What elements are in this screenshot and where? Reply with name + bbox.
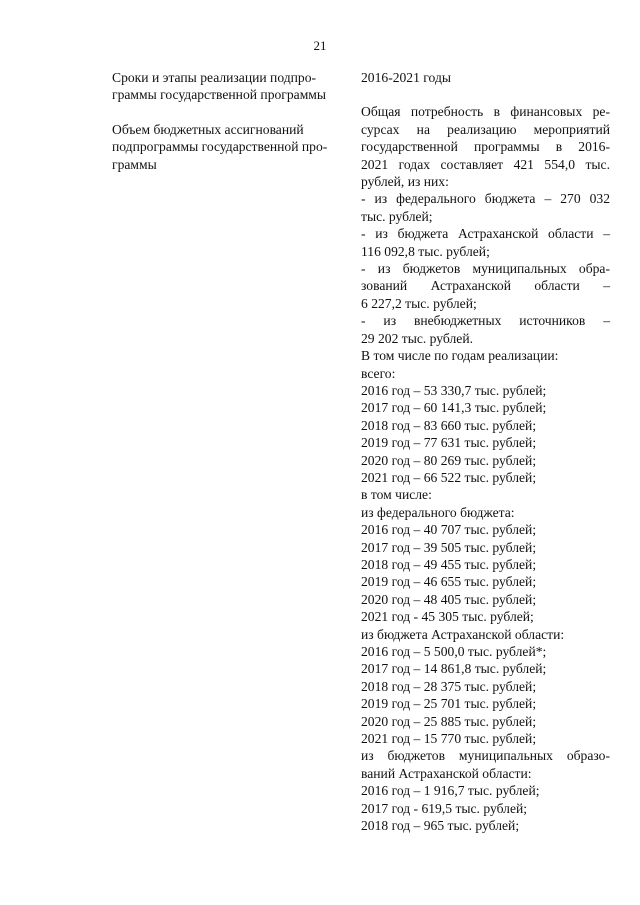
text-line: 2020 год – 80 269 тыс. рублей; (361, 452, 537, 468)
text-line: 2016 год – 1 916,7 тыс. рублей; (361, 783, 540, 799)
period-value: 2016-2021 годы (361, 70, 451, 85)
text-line: 2021 год - 45 305 тыс. рублей; (361, 609, 534, 625)
text-line: 2019 год – 77 631 тыс. рублей; (361, 435, 537, 451)
text-line: Общая потребность в финансовых ре- (361, 104, 610, 120)
text-line: 6 227,2 тыс. рублей; (361, 295, 477, 311)
text-line: 2019 год – 46 655 тыс. рублей; (361, 574, 537, 590)
text-line: из федерального бюджета: (361, 504, 515, 520)
right-column-values (361, 69, 610, 834)
text-line: 29 202 тыс. рублей. (361, 330, 473, 346)
label-line: Сроки и этапы реализации подпро- (112, 70, 317, 85)
label-deadlines-and-stages (112, 69, 350, 104)
text-line: 2017 год – 14 861,8 тыс. рублей; (361, 661, 547, 677)
text-line: 2019 год – 25 701 тыс. рублей; (361, 696, 537, 712)
text-line: зований Астраханской области – (361, 278, 610, 294)
text-line: - из федерального бюджета – 270 032 (361, 191, 610, 207)
text-line: из бюджета Астраханской области: (361, 626, 565, 642)
text-line: - из бюджетов муниципальных обра- (361, 261, 610, 277)
text-line: ваний Астраханской области: (361, 765, 532, 781)
text-line: 2020 год – 25 885 тыс. рублей; (361, 713, 537, 729)
text-line: всего: (361, 365, 396, 381)
text-line: 2016 год – 53 330,7 тыс. рублей; (361, 382, 547, 398)
text-line: 2017 год - 619,5 тыс. рублей; (361, 800, 528, 816)
page-number: 21 (313, 38, 327, 53)
text-line: государственной программы в 2016- (361, 139, 610, 155)
text-line: 2018 год – 28 375 тыс. рублей; (361, 678, 537, 694)
text-line: 2018 год – 965 тыс. рублей; (361, 818, 520, 834)
text-line: 2021 год – 15 770 тыс. рублей; (361, 731, 537, 747)
text-line: 2016 год – 5 500,0 тыс. рублей*; (361, 644, 547, 659)
label-line: Объем бюджетных ассигнований (112, 121, 304, 137)
text-line: сурсах на реализацию мероприятий (361, 121, 610, 137)
text-line: 2016 год – 40 707 тыс. рублей; (361, 522, 537, 538)
text-line: тыс. рублей; (361, 208, 433, 224)
text-line: 2021 годах составляет 421 554,0 тыс. (361, 156, 610, 172)
text-line: 116 092,8 тыс. рублей; (361, 243, 490, 259)
text-line: 2017 год – 39 505 тыс. рублей; (361, 539, 537, 555)
label-line: граммы (112, 156, 157, 172)
left-column-labels (112, 69, 350, 173)
label-line: граммы государственной программы (112, 87, 327, 103)
text-line: в том числе: (361, 487, 432, 503)
label-line: подпрограммы государственной про- (112, 139, 328, 155)
text-line: 2018 год – 83 660 тыс. рублей; (361, 417, 537, 433)
text-line: рублей, из них: (361, 174, 449, 190)
funding-breakdown (361, 173, 610, 834)
text-line: 2020 год – 48 405 тыс. рублей; (361, 591, 537, 607)
funding-intro-paragraph (361, 103, 610, 173)
text-line: - из бюджета Астраханской области – (361, 226, 610, 242)
text-line: В том числе по годам реализации: (361, 348, 559, 364)
text-line: - из внебюджетных источников – (361, 313, 610, 329)
text-line: 2017 год – 60 141,3 тыс. рублей; (361, 400, 547, 416)
label-budget-volume (112, 121, 350, 173)
text-line: 2021 год – 66 522 тыс. рублей; (361, 469, 537, 485)
text-line: из бюджетов муниципальных образо- (361, 748, 610, 764)
text-line: 2018 год – 49 455 тыс. рублей; (361, 556, 537, 572)
